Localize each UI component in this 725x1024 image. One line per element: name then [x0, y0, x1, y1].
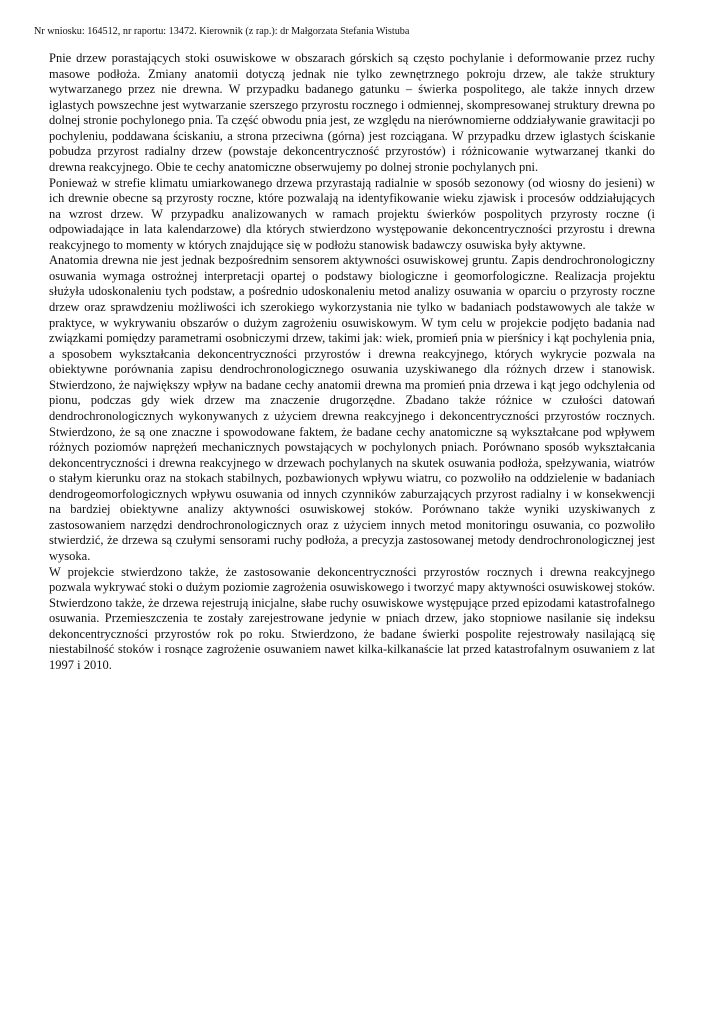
- paragraph: Pnie drzew porastających stoki osuwiskowe w obszarach górskich są często pochylanie i deformowanie przez ruchy masowe podłoża. Zmiany anatomii dotyczą jednak nie tylko zewnętrznego pokroju drzew, ale także struktury wytwarzanego przez nie drewna. W przypadku badanego gatunku – świerka pospolitego, ale także innych drzew iglastych powszechne jest wytwarzanie szerszego przyrostu rocznego i odmiennej, skompresowanej struktury drewna po dolnej stronie pochylonego pnia. Ta część obwodu pnia jest, ze względu na nierównomierne oddziaływanie grawitacji po pochyleniu, poddawana ściskaniu, a strona przeciwna (górna) jest rozciągana. W przypadku drzew iglastych ściskanie pobudza przyrost radialny drzew (powstaje dekoncentryczność przyrostów) i różnicowanie wytwarzanej tkanki do drewna reakcyjnego. Obie te cechy anatomiczne obserwujemy po dolnej stronie pochylanych pni.: [49, 51, 655, 174]
- document-header: Nr wniosku: 164512, nr raportu: 13472. Kierownik (z rap.): dr Małgorzata Stefania Wistuba: [34, 26, 410, 37]
- paragraph: Ponieważ w strefie klimatu umiarkowanego drzewa przyrastają radialnie w sposób sezonowy (od wiosny do jesieni) w ich drewnie obecne są przyrosty roczne, które pozwalają na identyfikowanie wieku zjawisk i procesów oddziałujących na wzrost drzew. W przypadku analizowanych w ramach projektu świerków pospolitych przyrosty roczne (i odpowiadające in lata kalendarzowe) dla których stwierdzono występowanie dekoncentryczności przyrostu i drewna reakcyjnego to momenty w których znajdujące się w podłożu stanowisk badawczy osuwiska były aktywne.: [49, 175, 655, 252]
- paragraph: W projekcie stwierdzono także, że zastosowanie dekoncentryczności przyrostów rocznych i drewna reakcyjnego pozwala wykrywać stoki o dużym poziomie zagrożenia osuwiskowego i tworzyć mapy aktywności osuwiskowej stoków. Stwierdzono także, że drzewa rejestrują inicjalne, słabe ruchy osuwiskowe występujące przed epizodami katastrofalnego osuwania. Przemieszczenia te zostały zarejestrowane jedynie w pniach drzew, jako stopniowe nasilanie się indeksu dekoncentryczności przyrostów rok po roku. Stwierdzono, że badane świerki pospolite rejestrowały nasilającą się niestabilność stoków i rosnące zagrożenie osuwaniem nawet kilka-kilkanaście lat przed katastrofalnym osuwaniem z lat 1997 i 2010.: [49, 564, 655, 672]
- document-body: [49, 51, 655, 674]
- paragraph: Anatomia drewna nie jest jednak bezpośrednim sensorem aktywności osuwiskowej gruntu. Zapis dendrochronologiczny osuwania wymaga ostrożnej interpretacji opartej o podstawy biologiczne i geomorfologiczne. Realizacja projektu służyła udoskonaleniu tych podstaw, a pośrednio udoskonaleniu metod analizy osuwania w oparciu o przyrosty roczne drzew oraz sprawdzeniu możliwości ich szerokiego wykorzystania nie tylko w badaniach podstawowych ale także w praktyce, w wykrywaniu obszarów o dużym zagrożeniu osuwiskowym. W tym celu w projekcie podjęto badania nad związkami pomiędzy parametrami osobniczymi drzew, takimi jak: wiek, promień pnia w pierśnicy i kąt pochylenia pnia, a sposobem wykształcania dekoncentryczności przyrostów i drewna reakcyjnego, których wykrycie pozwala na obiektywne porównania zapisu dendrochronologicznego osuwania uzyskiwanego dla różnych drzew i stanowisk. Stwierdzono, że największy wpływ na badane cechy anatomii drewna ma promień pnia drzewa i kąt jego odchylenia od pionu, podczas gdy wiek drzew ma znaczenie drugorzędne. Zbadano także różnice w czułości datowań dendrochronologicznych wykonywanych z użyciem drewna reakcyjnego i dekoncentryczności przyrostów rocznych. Stwierdzono, że są one znaczne i spowodowane faktem, że badane cechy anatomiczne są wykształcane pod wpływem różnych poziomów naprężeń mechanicznych powstających w pochylonych pniach. Porównano sposób wykształcania dekoncentryczności i drewna reakcyjnego w drzewach pochylanych na skutek osuwania podłoża, spełzywania, wiatrów o stałym kierunku oraz na stokach stabilnych, pozbawionych wpływu wiatru, co pozwoliło na oddzielenie w badaniach dendrogeomorfologicznych wpływu osuwania od innych czynników zaburzających przyrost radialny i w konsekwencji na bardziej obiektywne analizy aktywności osuwiskowej stoków. Porównano także wyniki uzyskiwanych z zastosowaniem narzędzi dendrochronologicznych oraz z użyciem innych metod monitoringu osuwania, co pozwoliło stwierdzić, że drzewa są czułymi sensorami ruchy podłoża, a precyzja zastosowanej metody dendrochronologicznej jest wysoka.: [49, 253, 655, 563]
